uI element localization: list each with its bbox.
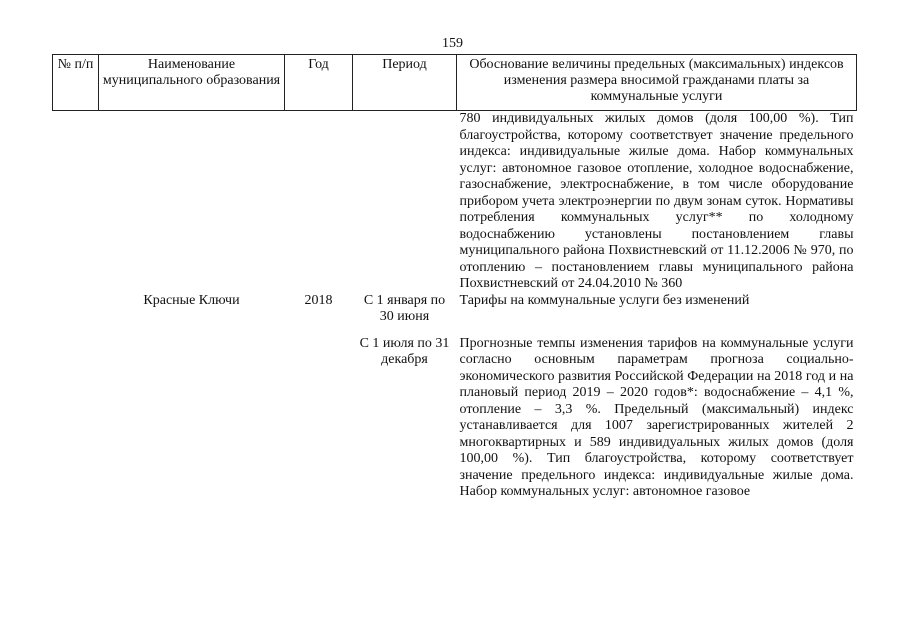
period-first-half: С 1 января по 30 июня [363, 292, 446, 324]
table-header [53, 55, 857, 111]
period-second-half: С 1 июля по 31 декабря [359, 335, 450, 367]
table-row [53, 336, 857, 501]
municipality-name: Красные Ключи [143, 292, 240, 308]
justification-first-half: Тарифы на коммунальные услуги без изменений [459, 292, 750, 308]
continuation-text: 780 индивидуальных жилых домов (доля 100,00 %). Тип благоустройства, которому соответствует значение предельного индекса: индивидуальные жилые дома. Набор коммунальных услуг: автономное газовое отопление, холодное водоснабжение, газоснабжение, электроснабжение, в том числе оборудование прибором учета электроэнергии по двум зонам суток. Нормативы потребления коммунальных услуг** по холодному водоснабжению установлены постановлением главы муниципального района Похвистневский от 11.12.2006 № 970, по отоплению – постановлением главы муниципального района Похвистневский от 24.04.2010 № 360 [459, 111, 854, 291]
header-year: Год [285, 55, 353, 111]
tariff-table [52, 54, 857, 501]
entry-year: 2018 [304, 292, 333, 308]
page-number: 159 [442, 36, 463, 51]
header-justification: Обоснование величины предельных (максимальных) индексов изменения размера вносимой гражданами платы за коммунальные услуги [457, 55, 857, 111]
header-number: № п/п [53, 55, 99, 111]
table-row [53, 111, 857, 293]
table-row [53, 293, 857, 326]
header-period: Период [353, 55, 457, 111]
justification-second-half: Прогнозные темпы изменения тарифов на коммунальные услуги согласно основным параметрам прогноза социально-экономического развития Российской Федерации на 2018 год и на плановый период 2019 – 2020 годов*: водоснабжение – 4,1 %, отопление – 3,3 %. Предельный (максимальный) индекс устанавливается для 1007 зарегистрированных жителей 2 многоквартирных и 589 индивидуальных жилых домов (доля 100,00 %). Тип благоустройства, которому соответствует значение предельного индекса: индивидуальные жилые дома. Набор коммунальных услуг: автономное газовое [459, 335, 854, 499]
header-municipality: Наименование муниципального образования [99, 55, 285, 111]
